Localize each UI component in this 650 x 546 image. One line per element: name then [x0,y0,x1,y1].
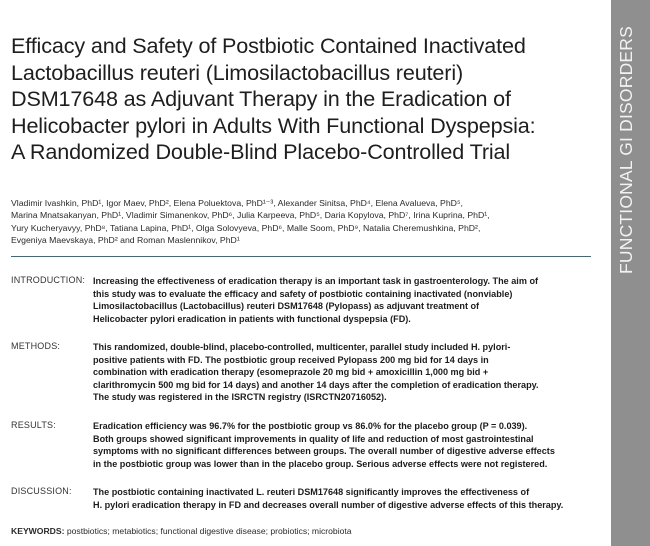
title-line: Helicobacter pylori in Adults With Functional Dyspepsia: [11,112,536,138]
keywords [11,526,601,536]
author-list [11,197,601,246]
author-line: Vladimir Ivashkin, PhD¹, Igor Maev, PhD², Elena Poluektova, PhD¹⁻³, Alexander Sinitsa, PhD⁴, Elena Avalueva, PhD⁵, [11,198,463,208]
body-line: Limosilactobacillus (Lactobacillus) reuteri DSM17648 (Pylopass) as adjuvant treatment of [93,301,480,312]
keywords-label: KEYWORDS: [11,526,65,536]
author-line: Marina Mnatsakanyan, PhD¹, Vladimir Simanenkov, PhD⁶, Julia Karpeeva, PhD⁵, Daria Kopylova, PhD⁷, Irina Kuprina, PhD¹, [11,210,490,221]
body-line: Eradication efficiency was 96.7% for the postbiotic group vs 86.0% for the placebo group (P = 0.039). [93,421,528,431]
article-title [11,33,607,166]
body-line: clarithromycin 500 mg bid for 14 days) and another 14 days after the completion of eradication therapy. [93,379,539,390]
section-body [93,275,603,325]
body-line: this study was to evaluate the efficacy and safety of postbiotic containing inactivated (nonviable) [93,288,513,299]
header-divider [11,256,591,257]
title-line: A Randomized Double-Blind Placebo-Controlled Trial [11,139,511,164]
body-line: Helicobacter pylori eradication in patients with functional dyspepsia (FD). [93,313,411,324]
title-line: Lactobacillus reuteri (Limosilactobacillus reuteri) [11,59,464,85]
section-heading: RESULTS: [11,420,56,430]
body-line: The study was registered in the ISRCTN registry (ISRCTN20716052). [93,392,387,403]
journal-section-sidebar [611,0,650,546]
body-line: in the postbiotic group was lower than in the placebo group. Serious adverse effects were not registered. [93,458,548,469]
section-body [93,420,603,470]
section-heading: INTRODUCTION: [11,275,86,285]
author-line: Yury Kucheryavyy, PhD⁸, Tatiana Lapina, PhD¹, Olga Solovyeva, PhD⁶, Malle Soom, PhD⁹, Natalia Cheremushkina, PhD², [11,222,481,233]
body-line: Both groups showed significant improvements in quality of life and reduction of most gastrointestinal [93,433,534,444]
keywords-text: postbiotics; metabiotics; functional digestive disease; probiotics; microbiota [66,526,352,536]
section-heading: DISCUSSION: [11,486,72,496]
author-line: Evgeniya Maevskaya, PhD² and Roman Maslennikov, PhD¹ [11,234,240,245]
body-line: This randomized, double-blind, placebo-controlled, multicenter, parallel study included H. pylori- [93,342,511,352]
section-label: FUNCTIONAL GI DISORDERS [616,25,636,274]
body-line: The postbiotic containing inactivated L. reuteri DSM17648 significantly improves the effectiveness of [93,487,530,497]
section-heading: METHODS: [11,341,61,351]
body-line: Increasing the effectiveness of eradication therapy is an important task in gastroenterology. The aim of [93,276,539,286]
section-body [93,341,603,404]
section-body [93,486,603,511]
title-line: DSM17648 as Adjuvant Therapy in the Eradication of [11,86,511,111]
body-line: combination with eradication therapy (esomeprazole 20 mg bid + amoxicillin 1,000 mg bid + [93,367,489,378]
title-line: Efficacy and Safety of Postbiotic Contained Inactivated [11,33,526,58]
body-line: symptoms with no significant differences between groups. The overall number of digestive adverse effects [93,446,555,457]
body-line: positive patients with FD. The postbiotic group received Pylopass 200 mg bid for 14 days in [93,354,489,365]
body-line: H. pylori eradication therapy in FD and decreases overall number of digestive adverse effects of this therapy. [93,499,564,510]
